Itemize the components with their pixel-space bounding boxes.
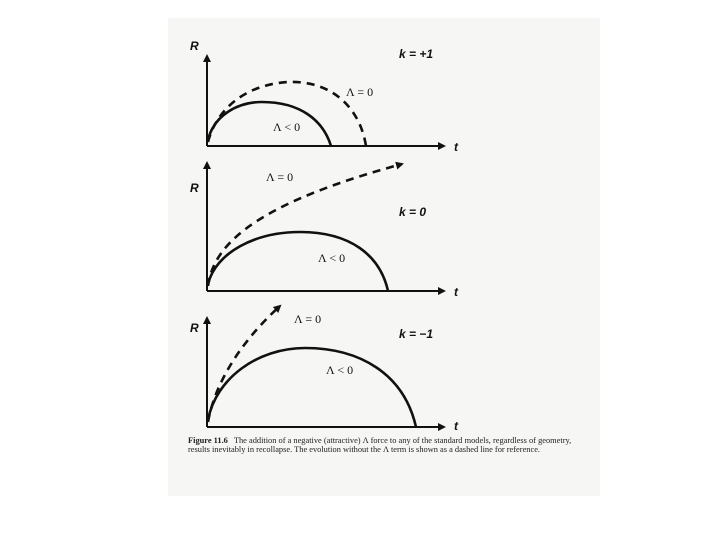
dashed-curve-label: Λ = 0 [294, 312, 322, 326]
r-axis-label: R [190, 39, 199, 53]
k-label: k = −1 [399, 327, 434, 341]
dashed-curve-lambda-zero [208, 164, 402, 286]
k-label: k = 0 [399, 205, 427, 219]
figure-caption [188, 436, 588, 455]
solid-curve-lambda-negative [208, 232, 388, 291]
dashed-curve-lambda-zero [208, 82, 366, 146]
t-axis-label: t [454, 285, 458, 299]
dashed-curve-lambda-zero [208, 306, 280, 422]
dashed-curve-label: Λ = 0 [346, 85, 374, 99]
panel-k-zero [190, 163, 459, 299]
t-axis-label: t [454, 419, 458, 433]
solid-curve-label: Λ < 0 [318, 251, 346, 265]
r-axis-label: R [190, 181, 199, 195]
solid-curve-lambda-negative [208, 348, 416, 427]
r-axis-label: R [190, 321, 199, 335]
panel-k-plus-1 [190, 39, 459, 154]
k-label: k = +1 [399, 47, 434, 61]
solid-curve-label: Λ < 0 [273, 120, 301, 134]
figure-number: Figure 11.6 [188, 436, 228, 445]
dashed-curve-label: Λ = 0 [266, 170, 294, 184]
panel-k-minus-1 [190, 306, 459, 433]
solid-curve-label: Λ < 0 [326, 363, 354, 377]
caption-text: The addition of a negative (attractive) Λ force to any of the standard models, regardless of geometry, results inevitably in recollapse. The evolution without the Λ term is shown as a dashed line for reference. [188, 436, 572, 455]
solid-curve-lambda-negative [208, 102, 331, 146]
t-axis-label: t [454, 140, 458, 154]
